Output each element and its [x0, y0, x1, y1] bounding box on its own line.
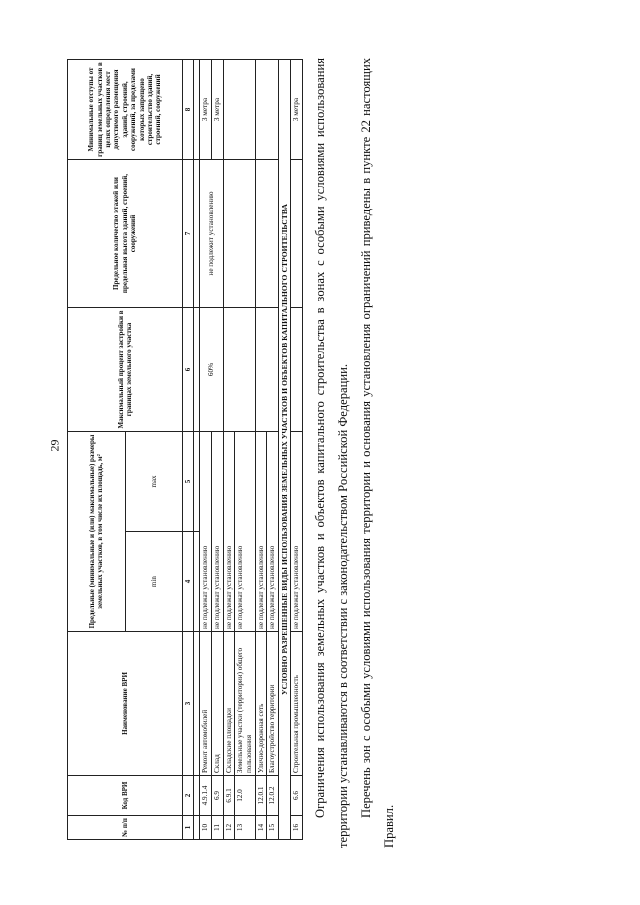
paragraph: Перечень зон с особыми условиями использования территории и основания установления ограничений приведены в пункте 22 настоящих Правил.: [358, 58, 396, 848]
row-sizes: не подлежат установлению: [223, 432, 235, 632]
header-max: max: [125, 432, 183, 532]
paragraph: Ограничения использования земельных участков и объектов капитального строительства в зонах с особыми условиями использования территории устанавливаются в соответствии с законодательством Российской Федерации.: [312, 58, 350, 848]
row-percent: 60%: [200, 308, 223, 432]
row-name: Земельные участки (территории) общего пользования: [235, 632, 255, 776]
row-sizes: не подлежат установлению: [200, 432, 212, 632]
row-num: 14: [255, 816, 267, 840]
table-row: [200, 60, 212, 840]
row-num: 16: [290, 816, 302, 840]
row-num: 13: [235, 816, 255, 840]
column-number: 2: [183, 776, 194, 816]
header-percent: Максимальный процент застройки в границах земельного участка: [68, 308, 183, 432]
table-row: [290, 60, 302, 840]
merged-empty-cell: [223, 60, 255, 160]
row-code: 6.6: [290, 776, 302, 816]
header-num: № п/п: [68, 816, 183, 840]
column-number: 6: [183, 308, 194, 432]
row-name: Ремонт автомобилей: [200, 632, 212, 776]
row-name: Благоустройство территории: [267, 632, 279, 776]
table-row: [255, 60, 267, 840]
row-code: 12.0.2: [267, 776, 279, 816]
column-number: 3: [183, 632, 194, 776]
row-setback: 3 метра: [290, 60, 302, 160]
column-number: 8: [183, 60, 194, 160]
header-row-1: [68, 60, 126, 840]
row-code: 4.9.1.4: [200, 776, 212, 816]
header-name: Наименование ВРИ: [68, 632, 183, 776]
row-sizes: не подлежат установлению: [255, 432, 267, 632]
merged-empty-cell: [255, 308, 278, 432]
row-name: Складские площадки: [223, 632, 235, 776]
row-num: 15: [267, 816, 279, 840]
row-sizes: не подлежат установлению: [290, 432, 302, 632]
header-sizes: Предельные (минимальные и (или) максимальные) размеры земельных участков, в том числе их площадь, м²: [68, 432, 126, 632]
merged-empty-cell: [223, 308, 255, 432]
row-num: 12: [223, 816, 235, 840]
row-name: Склад: [212, 632, 224, 776]
row-name: Строительная промышленность: [290, 632, 302, 776]
section-row: [278, 60, 290, 840]
section-title: УСЛОВНО РАЗРЕШЕННЫЕ ВИДЫ ИСПОЛЬЗОВАНИЯ ЗЕМЕЛЬНЫХ УЧАСТКОВ И ОБЪЕКТОВ КАПИТАЛЬНОГО СТРОИТЕЛЬСТВА: [278, 60, 290, 840]
zoning-table: [67, 59, 303, 840]
column-number: 5: [183, 432, 194, 532]
page-number: 29: [47, 439, 62, 452]
row-setback: 3 метра: [200, 60, 212, 160]
row-floors: не подлежит установлению: [200, 160, 223, 308]
row-code: 12.0.1: [255, 776, 267, 816]
header-code: Код ВРИ: [68, 776, 183, 816]
body-text: [309, 58, 401, 848]
empty-cell: [290, 160, 302, 308]
header-min: min: [125, 532, 183, 632]
table-row: [223, 60, 235, 840]
row-sizes: не подлежат установлению: [267, 432, 279, 632]
row-num: 11: [212, 816, 224, 840]
row-code: 6.9.1: [223, 776, 235, 816]
row-name: Улично-дорожная сеть: [255, 632, 267, 776]
header-setback: Минимальные отступы от границ земельных участков в целях определения мест допустимого размещения зданий, строений, сооружений, за пределами которых запрещено строительство зданий, строений, сооружений: [68, 60, 183, 160]
empty-cell: [290, 308, 302, 432]
row-num: 10: [200, 816, 212, 840]
rotated-content: [67, 58, 482, 848]
row-code: 6.9: [212, 776, 224, 816]
column-number: 1: [183, 816, 194, 840]
row-sizes: не подлежат установлению: [235, 432, 255, 632]
column-number: 4: [183, 532, 194, 632]
row-setback: 3 метра: [212, 60, 224, 160]
merged-empty-cell: [223, 160, 255, 308]
row-code: 12.0: [235, 776, 255, 816]
merged-empty-cell: [255, 160, 278, 308]
merged-empty-cell: [255, 60, 278, 160]
column-numbers-row: [183, 60, 194, 840]
row-sizes: не подлежат установлению: [212, 432, 224, 632]
header-floors: Предельное количество этажей или предельная высота зданий, строений, сооружений: [68, 160, 183, 308]
column-number: 7: [183, 160, 194, 308]
